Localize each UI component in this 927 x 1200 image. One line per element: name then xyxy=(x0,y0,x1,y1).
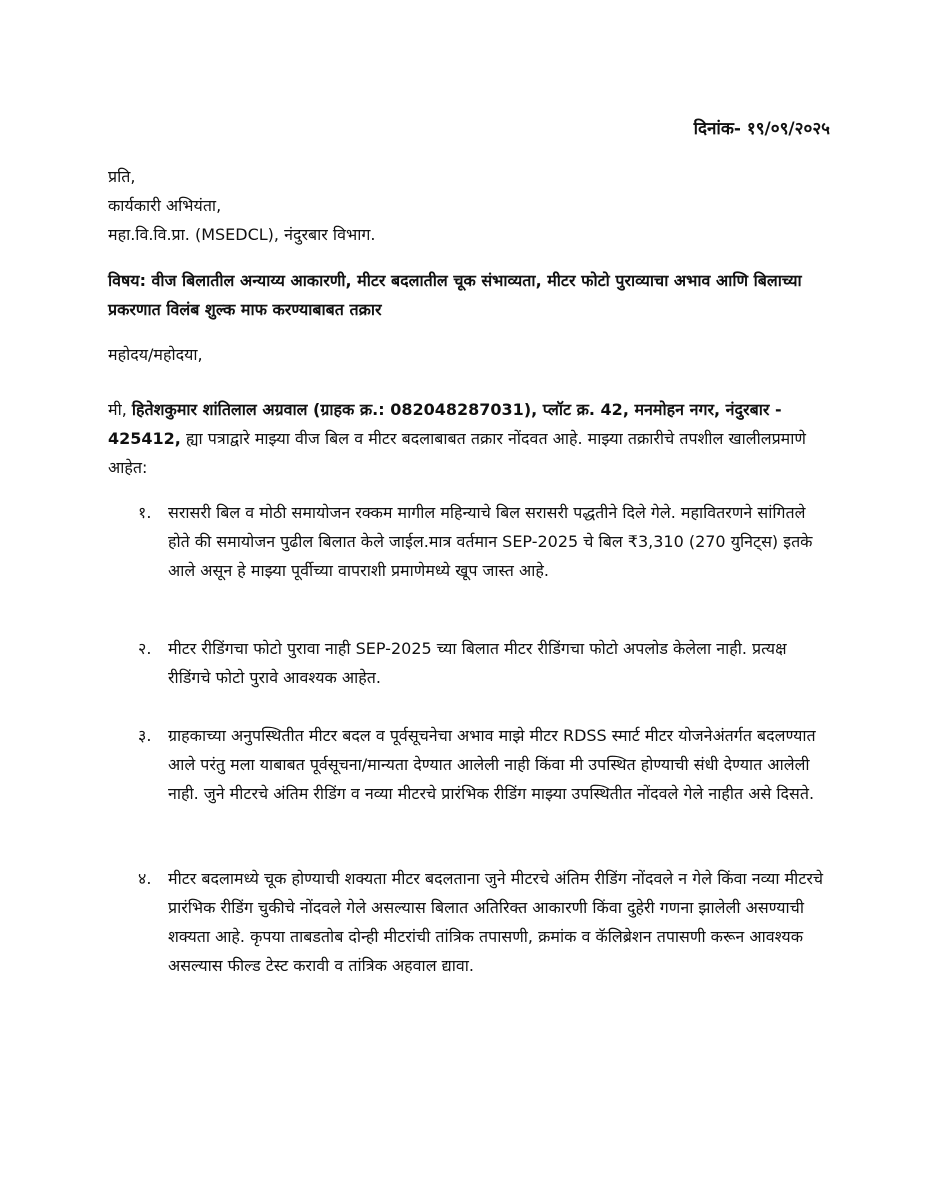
list-item-text: सरासरी बिल व मोठी समायोजन रक्कम मागील महिन्याचे बिल सरासरी पद्धतीने दिले गेले. महावितरणने सांगितले होते की समायोजन पुढील बिलात केले जाईल.मात्र वर्तमान SEP-2025 चे बिल ₹3,310 (270 युनिट्स) इतके आले असून हे माझ्या पूर्वीच्या वापराशी प्रमाणेमध्ये खूप जास्त आहे. xyxy=(168,503,813,580)
list-item-text: ग्राहकाच्या अनुपस्थितीत मीटर बदल व पूर्वसूचनेचा अभाव माझे मीटर RDSS स्मार्ट मीटर योजनेअंतर्गत बदलण्यात आले परंतु मला याबाबत पूर्वसूचना/मान्यता देण्यात आलेली नाही किंवा मी उपस्थित होण्याची संधी देण्यात आलेली नाही. जुने मीटरचे अंतिम रीडिंग व नव्या मीटरचे प्रारंभिक रीडिंग माझ्या उपस्थितीत नोंदवले गेले नाहीत असे दिसते. xyxy=(168,726,816,803)
list-item-text: मीटर रीडिंगचा फोटो पुरावा नाही SEP-2025 च्या बिलात मीटर रीडिंगचा फोटो अपलोड केलेला नाही. प्रत्यक्ष रीडिंगचे फोटो पुरावे आवश्यक आहेत. xyxy=(168,639,787,687)
list-item-number: २. xyxy=(138,639,152,658)
intro-paragraph xyxy=(108,395,820,482)
salutation: महोदय/महोदया, xyxy=(108,345,203,364)
letter-date: दिनांक- १९/०९/२०२५ xyxy=(693,119,830,139)
recipient-to: प्रति, xyxy=(108,167,136,186)
recipient-designation: कार्यकारी अभियंता, xyxy=(108,196,222,215)
letter-subject: विषय: वीज बिलातील अन्याय्य आकारणी, मीटर बदलातील चूक संभाव्यता, मीटर फोटो पुराव्याचा अभाव आणि बिलाच्या प्रकरणात विलंब शुल्क माफ करण्याबाबत तक्रार xyxy=(108,271,802,319)
intro-body: ह्या पत्राद्वारे माझ्या वीज बिल व मीटर बदलाबाबत तक्रार नोंदवत आहे. माझ्या तक्रारीचे तपशील खालीलप्रमाणे आहेत: xyxy=(108,429,806,477)
list-item-number: ४. xyxy=(138,869,152,888)
list-item-number: १. xyxy=(138,503,152,522)
recipient-office: महा.वि.वि.प्रा. (MSEDCL), नंदुरबार विभाग. xyxy=(108,225,376,244)
list-item-text: मीटर बदलामध्ये चूक होण्याची शक्यता मीटर बदलताना जुने मीटरचे अंतिम रीडिंग नोंदवले न गेले किंवा नव्या मीटरचे प्रारंभिक रीडिंग चुकीचे नोंदवले गेले असल्यास बिलात अतिरिक्त आकारणी किंवा दुहेरी गणना झालेली असण्याची शक्यता आहे. कृपया ताबडतोब दोन्ही मीटरांची तांत्रिक तपासणी, क्रमांक व कॅलिब्रेशन तपासणी करून आवश्यक असल्यास फील्ड टेस्ट करावी व तांत्रिक अहवाल द्यावा. xyxy=(168,869,824,975)
sender-details: हितेशकुमार शांतिलाल अग्रवाल (ग्राहक क्र.: 082048287031), प्लॉट क्र. 42, मनमोहन नगर, नंदुरबार - 425412, xyxy=(108,400,782,448)
intro-prefix: मी, xyxy=(108,400,132,419)
list-item-number: ३. xyxy=(138,726,152,745)
